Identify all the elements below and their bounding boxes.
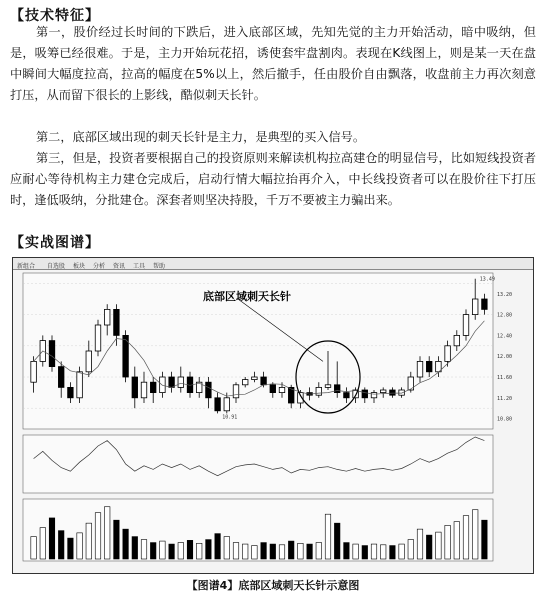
volume-bar (31, 537, 37, 559)
candle-body (95, 325, 101, 351)
candle-body (454, 335, 460, 345)
candle-body (215, 398, 221, 411)
candle-body (206, 382, 212, 398)
volume-bar (270, 544, 276, 559)
candle-body (242, 380, 248, 385)
volume-bar (261, 543, 267, 559)
volume-bar (353, 544, 359, 559)
volume-bar (279, 545, 285, 559)
price-tick-label: 13.20 (497, 291, 513, 298)
volume-bar (380, 545, 386, 559)
candle-body (417, 361, 423, 377)
volume-bar (316, 543, 322, 559)
volume-bar (123, 529, 129, 559)
indicator-panel (23, 435, 493, 493)
annotation-label: 底部区域刺天长针 (203, 290, 291, 303)
candle-body (150, 382, 156, 392)
volume-bar (307, 544, 313, 559)
candle-body (362, 390, 368, 398)
price-tick-label: 12.40 (497, 333, 513, 340)
volume-bar (224, 537, 230, 559)
volume-bar (77, 533, 83, 559)
figure-caption: 【图谱4】底部区域刺天长针示意图 (186, 579, 360, 592)
volume-bar (390, 546, 396, 559)
volume-bar (160, 541, 166, 559)
volume-bar (187, 540, 193, 559)
price-tick-label: 10.80 (497, 416, 513, 423)
paragraph-3: 第三，但是，投资者要根据自己的投资原则来解读机构拉高建仓的明显信号，比如短线投资者应耐心等待机构主力建仓完成后，启动行情大幅拉抬再介入，中长线投资者可以在股价往下打压时，逢低吸纳，分批建仓。深套者则坚决持股，千万不要被主力骗出来。 (10, 151, 536, 207)
toolbar-item[interactable]: 新组合 (17, 263, 36, 270)
volume-bar (472, 510, 478, 559)
candle-body (380, 390, 386, 393)
volume-bar (49, 518, 55, 559)
candle-body (86, 351, 92, 372)
toolbar-item[interactable]: 帮助 (153, 263, 166, 270)
toolbar-item[interactable]: 分析 (93, 263, 106, 270)
volume-bar (178, 543, 184, 559)
candle-body (270, 385, 276, 393)
volume-bar (454, 522, 460, 559)
volume-bar (445, 525, 451, 559)
volume-bar (114, 520, 120, 559)
volume-bar (417, 529, 423, 559)
volume-bar (68, 538, 74, 559)
volume-bar (399, 544, 405, 559)
toolbar-item[interactable]: 资讯 (113, 263, 126, 270)
volume-bar (344, 543, 350, 559)
high-price-label: 13.49 (479, 276, 495, 283)
candle-body (141, 382, 147, 398)
volume-bar (242, 544, 248, 559)
volume-bar (206, 540, 212, 559)
volume-bar (325, 514, 331, 559)
volume-bar (95, 513, 101, 559)
candle-body (160, 377, 166, 393)
volume-bar (40, 528, 46, 559)
volume-bar (132, 537, 138, 559)
volume-bar (104, 507, 110, 559)
candle-body (279, 387, 285, 392)
toolbar-item[interactable]: 自选股 (47, 263, 66, 270)
candle-body (426, 361, 432, 371)
candle-body (472, 299, 478, 315)
price-tick-label: 12.00 (497, 354, 513, 361)
volume-bar (334, 523, 340, 559)
candle-body (334, 385, 340, 393)
volume-bar (362, 546, 368, 559)
stock-chart-figure (12, 257, 534, 574)
volume-bar (371, 544, 377, 559)
candle-body (445, 346, 451, 362)
volume-bar (86, 523, 92, 559)
volume-bar (463, 516, 469, 559)
candle-body (252, 377, 258, 380)
candle-body (114, 309, 120, 335)
candle-body (371, 393, 377, 398)
volume-bar (288, 541, 294, 559)
candlestick-chart (13, 269, 533, 572)
price-tick-label: 12.80 (497, 312, 513, 319)
candle-body (233, 385, 239, 398)
volume-bar (233, 543, 239, 559)
candle-body (390, 390, 396, 395)
paragraph-1: 第一，股价经过长时间的下跌后，进入底部区域，先知先觉的主力开始活动，暗中吸纳，但是，吸筹已经很难。于是，主力开始玩花招，诱使套牢盘割肉。表现在K线图上，则是某一天在盘中瞬间大幅度拉高，拉高的幅度在5%以上，然后撤手，任由股价自由飘落，收盘前主力再次刻意打压，从而留下很长的上影线，酷似刺天长针。 (10, 25, 536, 102)
candle-body (261, 377, 267, 385)
candle-body (178, 377, 184, 387)
volume-bar (141, 540, 147, 559)
candle-body (325, 385, 331, 388)
section1-title: 【技术特征】 (10, 8, 100, 24)
paragraph-2: 第二，底部区域出现的刺天长针是主力，是典型的买入信号。 (36, 130, 366, 144)
candle-body (77, 372, 83, 398)
volume-bar (426, 535, 432, 559)
candle-body (169, 377, 175, 387)
candle-body (316, 387, 322, 395)
candle-body (104, 309, 110, 325)
candle-body (132, 377, 138, 398)
candle-body (31, 361, 37, 382)
candle-body (224, 398, 230, 411)
volume-bar (482, 520, 488, 559)
price-tick-label: 11.20 (497, 395, 513, 402)
volume-bar (252, 546, 258, 559)
toolbar-item[interactable]: 板块 (73, 263, 86, 270)
section2-title: 【实战图谱】 (10, 235, 100, 251)
candle-body (463, 315, 469, 336)
toolbar-item[interactable]: 工具 (133, 263, 146, 270)
volume-bar (169, 544, 175, 559)
volume-bar (215, 534, 221, 559)
low-price-label: 10.91 (222, 414, 238, 421)
candle-body (58, 367, 64, 388)
price-tick-label: 11.60 (497, 375, 513, 381)
candle-body (49, 341, 55, 367)
candle-body (344, 393, 350, 398)
candle-body (68, 387, 74, 397)
volume-bar (436, 532, 442, 559)
volume-bar (196, 543, 202, 559)
volume-bar (298, 543, 304, 559)
candle-body (482, 299, 488, 309)
volume-bar (58, 531, 64, 559)
volume-bar (408, 540, 414, 559)
volume-bar (150, 543, 156, 559)
